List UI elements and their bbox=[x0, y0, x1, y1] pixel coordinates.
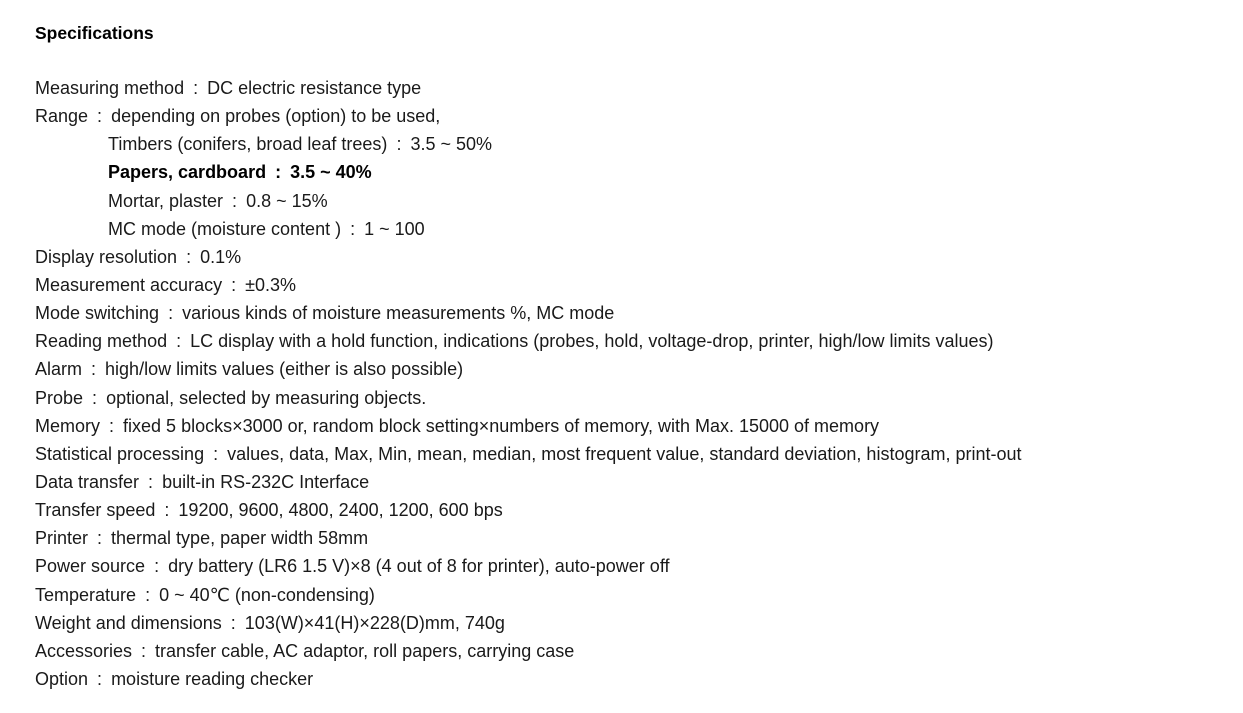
spec-value: transfer cable, AC adaptor, roll papers, carrying case bbox=[155, 640, 575, 661]
spec-separator: : bbox=[186, 246, 192, 267]
spec-row bbox=[35, 609, 1243, 637]
spec-separator: : bbox=[148, 471, 154, 492]
spec-value: DC electric resistance type bbox=[207, 78, 422, 98]
spec-label: Memory bbox=[35, 415, 101, 436]
spec-row bbox=[35, 412, 1243, 440]
spec-label: Mode switching bbox=[35, 303, 160, 324]
spec-sub-row bbox=[35, 130, 1243, 158]
spec-list bbox=[35, 74, 1243, 693]
spec-label: Probe bbox=[35, 387, 84, 408]
spec-label: Alarm bbox=[35, 359, 83, 380]
spec-separator: : bbox=[97, 106, 103, 127]
spec-row bbox=[35, 496, 1243, 524]
spec-label: Data transfer bbox=[35, 471, 140, 492]
spec-label: Accessories bbox=[35, 640, 133, 661]
spec-separator: : bbox=[91, 359, 97, 380]
spec-value: values, data, Max, Min, mean, median, most frequent value, standard deviation, histogram, print-out bbox=[227, 443, 1022, 464]
spec-separator: : bbox=[154, 556, 160, 577]
spec-value: 3.5 ~ 50% bbox=[410, 134, 493, 155]
spec-value: built-in RS-232C Interface bbox=[162, 471, 370, 492]
spec-separator: : bbox=[396, 134, 402, 155]
spec-label: Range bbox=[35, 106, 89, 127]
spec-separator: : bbox=[97, 528, 103, 549]
spec-label: Printer bbox=[35, 528, 89, 549]
spec-separator: : bbox=[109, 415, 115, 436]
spec-separator: : bbox=[350, 218, 356, 239]
spec-separator: : bbox=[141, 640, 147, 661]
spec-label: Temperature bbox=[35, 584, 137, 605]
spec-separator: : bbox=[176, 331, 182, 352]
spec-row bbox=[35, 665, 1243, 693]
spec-label: Display resolution bbox=[35, 246, 178, 267]
spec-label: Option bbox=[35, 668, 89, 689]
spec-separator: : bbox=[92, 387, 98, 408]
spec-sub-row bbox=[35, 158, 1243, 186]
spec-separator: : bbox=[230, 612, 236, 633]
spec-label: Transfer speed bbox=[35, 500, 156, 521]
specifications-section bbox=[35, 20, 1243, 693]
spec-label: Measurement accuracy bbox=[35, 274, 223, 295]
spec-row bbox=[35, 440, 1243, 468]
spec-label: Papers, cardboard bbox=[108, 162, 267, 183]
spec-value: 0.1% bbox=[200, 246, 242, 267]
spec-value: moisture reading checker bbox=[111, 668, 314, 689]
spec-row bbox=[35, 637, 1243, 665]
spec-row bbox=[35, 384, 1243, 412]
spec-value: 1 ~ 100 bbox=[364, 218, 425, 239]
spec-sub-row bbox=[35, 215, 1243, 243]
spec-row bbox=[35, 243, 1243, 271]
spec-value: high/low limits values (either is also possible) bbox=[105, 359, 464, 380]
spec-value: fixed 5 blocks×3000 or, random block setting×numbers of memory, with Max. 15000 of memory bbox=[123, 415, 880, 436]
spec-row bbox=[35, 327, 1243, 355]
spec-row bbox=[35, 271, 1243, 299]
spec-row bbox=[35, 102, 1243, 130]
spec-row bbox=[35, 468, 1243, 496]
spec-value: dry battery (LR6 1.5 V)×8 (4 out of 8 for printer), auto-power off bbox=[168, 556, 670, 577]
spec-separator: : bbox=[164, 500, 170, 521]
spec-value: LC display with a hold function, indications (probes, hold, voltage-drop, printer, high/low limits values) bbox=[190, 331, 994, 352]
spec-row bbox=[35, 552, 1243, 580]
spec-label: Timbers (conifers, broad leaf trees) bbox=[108, 134, 388, 155]
spec-sub-row bbox=[35, 187, 1243, 215]
spec-value: various kinds of moisture measurements %, MC mode bbox=[182, 303, 615, 324]
spec-value: thermal type, paper width 58mm bbox=[111, 528, 369, 549]
spec-value: depending on probes (option) to be used, bbox=[111, 106, 441, 127]
spec-separator: : bbox=[213, 443, 219, 464]
spec-value: optional, selected by measuring objects. bbox=[106, 387, 427, 408]
spec-separator: : bbox=[145, 584, 151, 605]
spec-row bbox=[35, 581, 1243, 609]
spec-row bbox=[35, 299, 1243, 327]
spec-label: Weight and dimensions bbox=[35, 612, 222, 633]
spec-value: 3.5 ~ 40% bbox=[290, 162, 372, 183]
spec-value: 0.8 ~ 15% bbox=[246, 190, 328, 211]
spec-row bbox=[35, 355, 1243, 383]
spec-separator: : bbox=[193, 78, 199, 98]
spec-value: 103(W)×41(H)×228(D)mm, 740g bbox=[244, 612, 505, 633]
spec-label: Power source bbox=[35, 556, 146, 577]
spec-separator: : bbox=[97, 668, 103, 689]
spec-row bbox=[35, 74, 1243, 102]
spec-value: ±0.3% bbox=[245, 274, 296, 295]
spec-label: Mortar, plaster bbox=[108, 190, 224, 211]
spec-label: Measuring method bbox=[35, 78, 185, 98]
spec-label: MC mode (moisture content ) bbox=[108, 218, 342, 239]
spec-value: 0 ~ 40℃ (non-condensing) bbox=[159, 584, 375, 605]
spec-separator: : bbox=[231, 274, 237, 295]
spec-value: 19200, 9600, 4800, 2400, 1200, 600 bps bbox=[178, 500, 503, 521]
spec-separator: : bbox=[168, 303, 174, 324]
spec-row bbox=[35, 524, 1243, 552]
spec-separator: : bbox=[232, 190, 238, 211]
spec-label: Statistical processing bbox=[35, 443, 205, 464]
page-title: Specifications bbox=[35, 23, 154, 43]
spec-separator: : bbox=[275, 162, 282, 183]
spec-label: Reading method bbox=[35, 331, 168, 352]
